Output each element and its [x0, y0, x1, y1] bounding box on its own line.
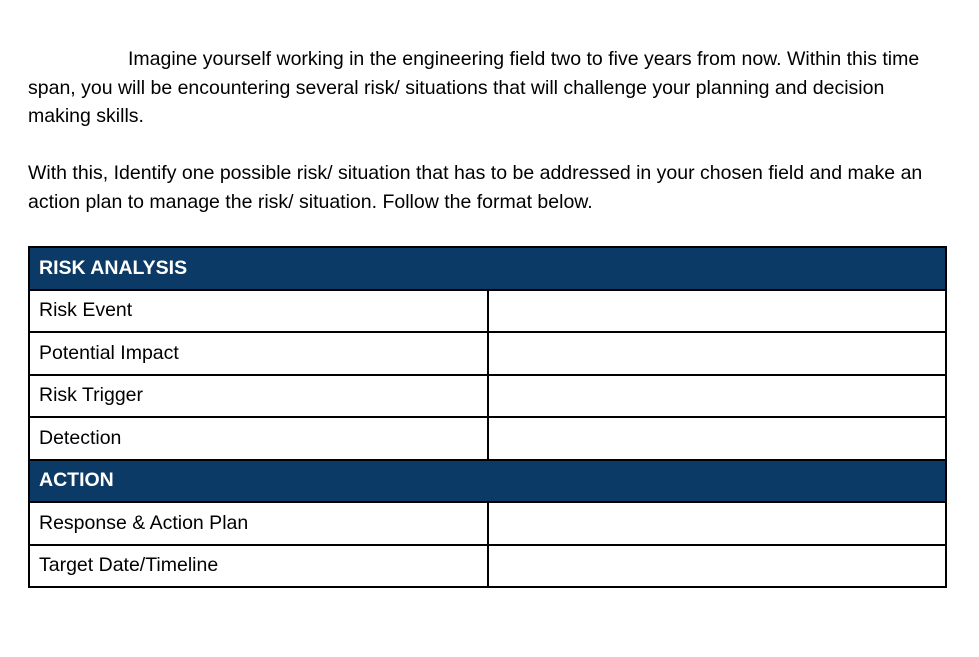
table-row-risk-trigger — [29, 375, 946, 418]
row-value-cell[interactable] — [488, 332, 947, 375]
section-header-action — [29, 460, 946, 503]
section-header-risk-analysis — [29, 247, 946, 290]
table-row-potential-impact — [29, 332, 946, 375]
row-label: Response & Action Plan — [29, 502, 488, 545]
section-header-label: ACTION — [29, 460, 946, 503]
risk-action-table — [28, 246, 947, 588]
section-header-label: RISK ANALYSIS — [29, 247, 946, 290]
row-label: Potential Impact — [29, 332, 488, 375]
table-row-detection — [29, 417, 946, 460]
row-value-cell[interactable] — [488, 545, 947, 588]
table-row-response-action-plan — [29, 502, 946, 545]
row-value-cell[interactable] — [488, 502, 947, 545]
row-value-cell[interactable] — [488, 417, 947, 460]
row-label: Detection — [29, 417, 488, 460]
row-label: Target Date/Timeline — [29, 545, 488, 588]
row-label: Risk Trigger — [29, 375, 488, 418]
intro-paragraph-1: Imagine yourself working in the engineering field two to five years from now. Within this time span, you will be encountering several risk/ situations that will challenge your planning and decision making skills. — [28, 48, 920, 127]
row-value-cell[interactable] — [488, 375, 947, 418]
intro-paragraph-2: With this, Identify one possible risk/ situation that has to be addressed in your chosen field and make an action plan to manage the risk/ situation. Follow the format below. — [28, 162, 923, 213]
row-value-cell[interactable] — [488, 290, 947, 333]
table-row-target-date-timeline — [29, 545, 946, 588]
table-row-risk-event — [29, 290, 946, 333]
row-label: Risk Event — [29, 290, 488, 333]
